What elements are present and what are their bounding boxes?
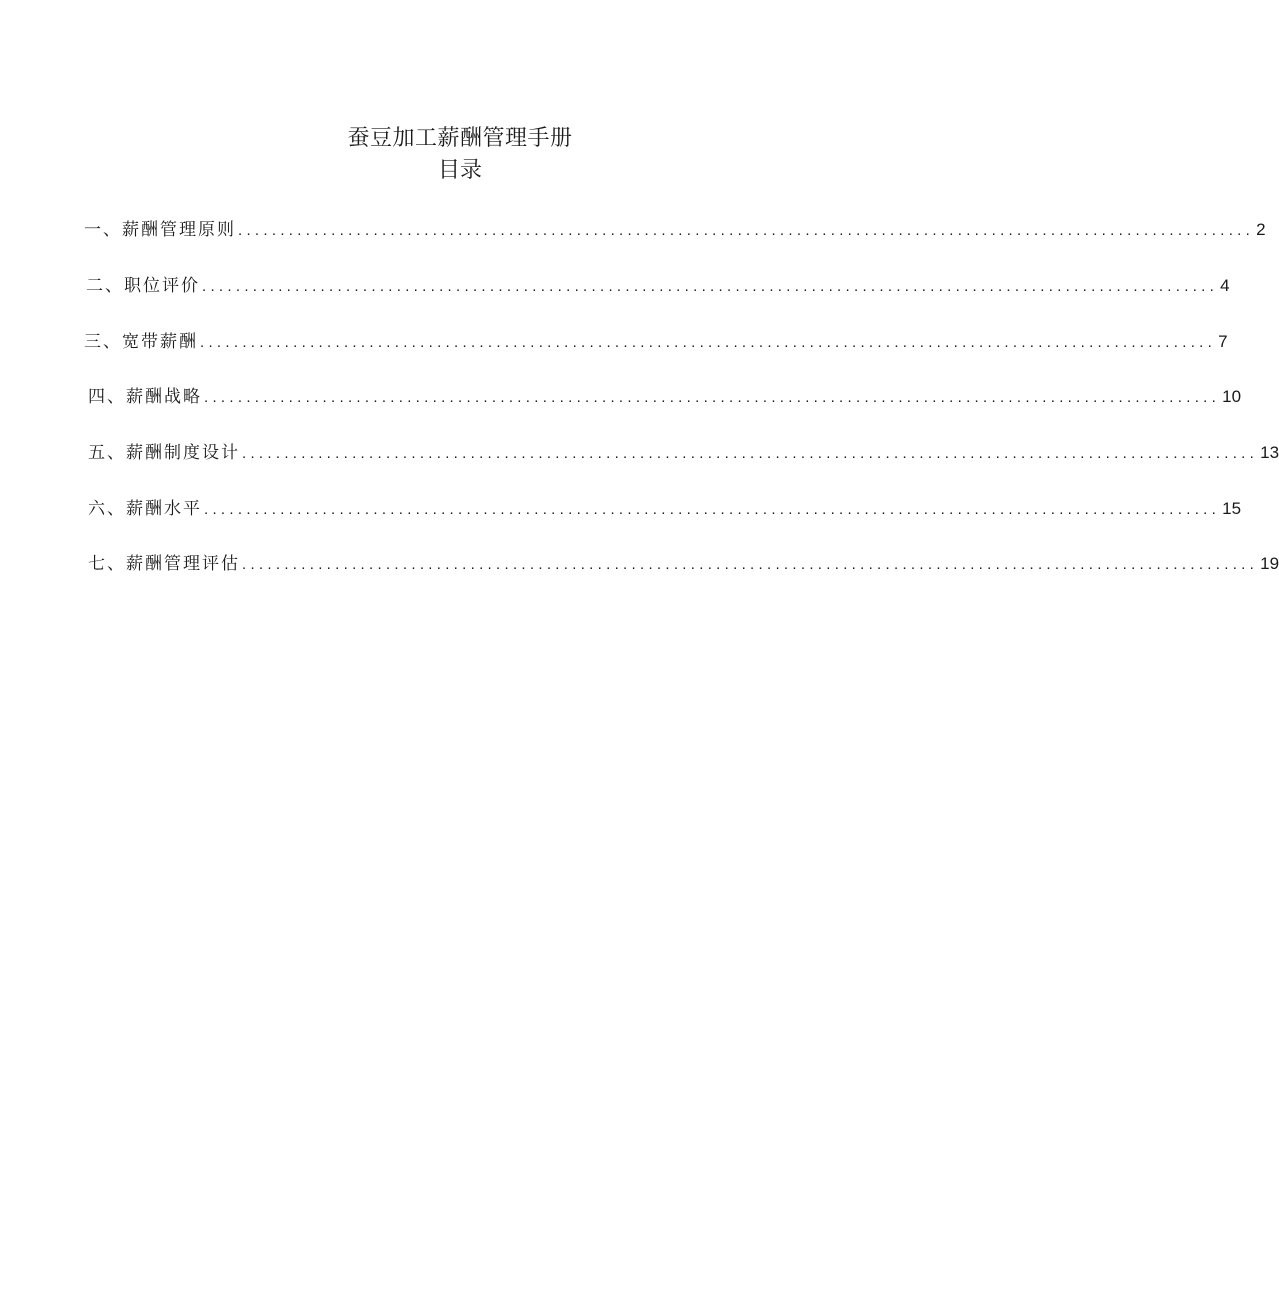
toc-entry[interactable] [84, 329, 1228, 355]
toc-entry-page-number: 19 [1260, 554, 1279, 573]
toc-entry-page-number: 13 [1260, 443, 1279, 462]
toc-dot-leader: ........................................................................................................................ [204, 389, 1221, 406]
toc-entry[interactable] [84, 217, 1266, 243]
toc-entry-label: 一、薪酬管理原则 [84, 220, 236, 240]
toc-entry-page-number: 2 [1256, 220, 1266, 239]
document-title: 蚕豆加工薪酬管理手册 [347, 126, 573, 151]
toc-entry[interactable] [88, 496, 1242, 522]
toc-entry-label: 七、薪酬管理评估 [88, 554, 240, 574]
toc-entry-label: 三、宽带薪酬 [84, 332, 198, 352]
toc-entry-page-number: 7 [1218, 332, 1228, 351]
toc-entry-page-number: 4 [1220, 276, 1230, 295]
toc-entry-label: 六、薪酬水平 [88, 499, 202, 519]
toc-entry-page-number: 10 [1222, 387, 1242, 406]
toc-entry[interactable] [86, 273, 1230, 299]
toc-entry[interactable] [88, 551, 1279, 577]
toc-dot-leader: ........................................................................................................................ [242, 445, 1259, 462]
toc-entry-label: 四、薪酬战略 [88, 387, 202, 407]
toc-entry[interactable] [88, 384, 1242, 410]
toc-heading: 目录 [437, 158, 482, 183]
toc-entry-page-number: 15 [1222, 499, 1242, 518]
toc-entry-label: 二、职位评价 [86, 276, 200, 296]
toc-entry-label: 五、薪酬制度设计 [88, 443, 240, 463]
toc-dot-leader: ........................................................................................................................ [242, 556, 1259, 573]
toc-entry[interactable] [88, 440, 1279, 466]
toc-dot-leader: ........................................................................................................................ [238, 222, 1255, 239]
toc-dot-leader: ........................................................................................................................ [200, 334, 1217, 351]
toc-dot-leader: ........................................................................................................................ [202, 278, 1219, 295]
toc-dot-leader: ........................................................................................................................ [204, 501, 1221, 518]
